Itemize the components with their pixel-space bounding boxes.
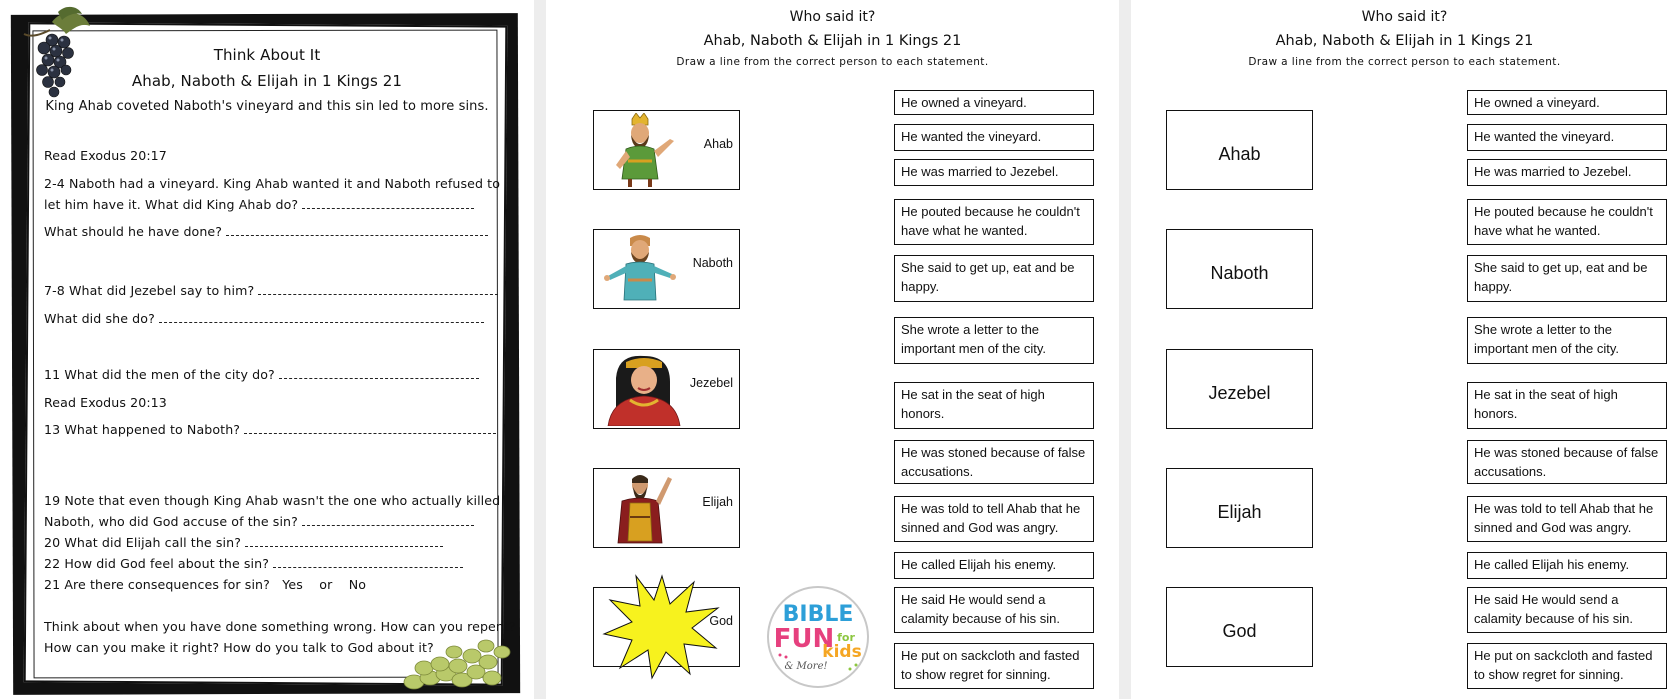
person-label: Naboth [1210,263,1269,283]
answer-line[interactable] [273,557,463,568]
read-exodus-20-17: Read Exodus 20:17 [44,148,167,163]
jezebel-figure-icon [598,352,688,426]
statement-box[interactable]: He wanted the vineyard. [894,124,1094,151]
naboth-figure-icon [598,232,682,306]
person-label: Jezebel [1208,383,1271,403]
person-label: Elijah [702,495,733,509]
question-should-have-done: What should he have done? [44,224,494,239]
statement-box[interactable]: He put on sackcloth and fasted to show regret for sinning. [894,643,1094,689]
question-21: 21 Are there consequences for sin? Yes or No [44,577,367,592]
logo-text-fun: FUN [773,624,835,654]
logo-text-for: for [837,631,855,644]
answer-line[interactable] [226,225,488,236]
statement-box[interactable]: She wrote a letter to the important men of the city. [894,317,1094,364]
statement-box[interactable]: He pouted because he couldn't have what he wanted. [894,199,1094,245]
matching-instructions: Draw a line from the correct person to each statement. [676,56,989,68]
bible-fun-for-kids-logo [766,585,870,689]
closing-text: Think about when you have done something wrong. How can you repent? [44,619,516,634]
logo-text-bible: BIBLE [782,602,854,627]
person-ahab[interactable] [1166,110,1313,190]
person-label: God [709,614,733,628]
answer-line[interactable] [258,284,498,295]
logo-text-kids: kids [822,642,862,662]
answer-line[interactable] [245,536,443,547]
person-jezebel[interactable] [1166,349,1313,429]
read-exodus-20-13: Read Exodus 20:13 [44,395,167,410]
person-jezebel[interactable] [593,349,740,429]
closing-text: How can you make it right? How do you talk to God about it? [44,640,434,655]
statement-box[interactable]: He was stoned because of false accusations. [1467,440,1667,484]
answer-line[interactable] [244,423,496,434]
question-text: 2-4 Naboth had a vineyard. King Ahab wanted it and Naboth refused to [44,176,500,191]
statement-box[interactable]: He was told to tell Ahab that he sinned and God was angry. [1467,496,1667,542]
worksheet-intro: King Ahab coveted Naboth's vineyard and this sin led to more sins. [45,99,489,114]
matching-title: Who said it? [1361,9,1448,25]
statement-box[interactable]: He put on sackcloth and fasted to show regret for sinning. [1467,643,1667,689]
statement-box[interactable]: He was stoned because of false accusations. [894,440,1094,484]
person-label: Ahab [1218,144,1261,164]
worksheet-page [0,0,534,699]
person-god[interactable] [1166,587,1313,667]
person-label: God [1222,621,1257,641]
statement-box[interactable]: He sat in the seat of high honors. [1467,382,1667,429]
statement-box[interactable]: He said He would send a calamity because of his sin. [894,587,1094,633]
matching-title: Who said it? [789,9,876,25]
statement-box[interactable]: He owned a vineyard. [1467,90,1667,115]
person-ahab[interactable] [593,110,740,190]
question-7-8: 7-8 What did Jezebel say to him? [44,283,494,298]
statement-box[interactable]: He owned a vineyard. [894,90,1094,115]
matching-instructions: Draw a line from the correct person to each statement. [1248,56,1561,68]
question-11: 11 What did the men of the city do? [44,367,494,382]
person-elijah[interactable] [1166,468,1313,548]
statement-box[interactable]: He was told to tell Ahab that he sinned and God was angry. [894,496,1094,542]
page-border [11,13,520,695]
burst-star-icon [602,570,722,680]
person-label: Ahab [703,137,733,151]
logo-text-more: & More! [784,661,828,672]
statement-box[interactable]: He called Elijah his enemy. [894,552,1094,579]
answer-line[interactable] [302,198,474,209]
statement-box[interactable]: She said to get up, eat and be happy. [894,255,1094,302]
ahab-figure-icon [600,113,680,187]
statement-box[interactable]: He was married to Jezebel. [894,159,1094,186]
statement-box[interactable]: He called Elijah his enemy. [1467,552,1667,579]
matching-subtitle: Ahab, Naboth & Elijah in 1 Kings 21 [1275,33,1534,49]
matching-page-with-pictures [546,0,1119,699]
answer-line[interactable] [279,368,479,379]
question-text: 19 Note that even though King Ahab wasn't the one who actually killed [44,493,501,508]
person-label: Elijah [1217,502,1262,522]
question-22: 22 How did God feel about the sin? [44,556,494,571]
statement-box[interactable]: He said He would send a calamity because of his sin. [1467,587,1667,633]
person-naboth[interactable] [593,229,740,309]
question-2-4: let him have it. What did King Ahab do? [44,197,494,212]
answer-line[interactable] [159,312,484,323]
person-god[interactable] [593,587,740,667]
question-19: Naboth, who did God accuse of the sin? [44,514,494,529]
matching-page-text-only [1131,0,1678,699]
person-label: Naboth [692,256,733,270]
statement-box[interactable]: He wanted the vineyard. [1467,124,1667,151]
statement-box[interactable]: She wrote a letter to the important men of the city. [1467,317,1667,364]
statement-box[interactable]: He was married to Jezebel. [1467,159,1667,186]
person-label: Jezebel [689,376,733,390]
question-what-she-did: What did she do? [44,311,494,326]
statement-box[interactable]: She said to get up, eat and be happy. [1467,255,1667,302]
statement-box[interactable]: He sat in the seat of high honors. [894,382,1094,429]
worksheet-title: Think About It [213,46,321,64]
question-13: 13 What happened to Naboth? [44,422,494,437]
elijah-figure-icon [602,471,682,545]
person-naboth[interactable] [1166,229,1313,309]
answer-line[interactable] [302,515,474,526]
question-20: 20 What did Elijah call the sin? [44,535,494,550]
person-elijah[interactable] [593,468,740,548]
worksheet-subtitle: Ahab, Naboth & Elijah in 1 Kings 21 [131,72,403,90]
statement-box[interactable]: He pouted because he couldn't have what he wanted. [1467,199,1667,245]
matching-subtitle: Ahab, Naboth & Elijah in 1 Kings 21 [703,33,962,49]
